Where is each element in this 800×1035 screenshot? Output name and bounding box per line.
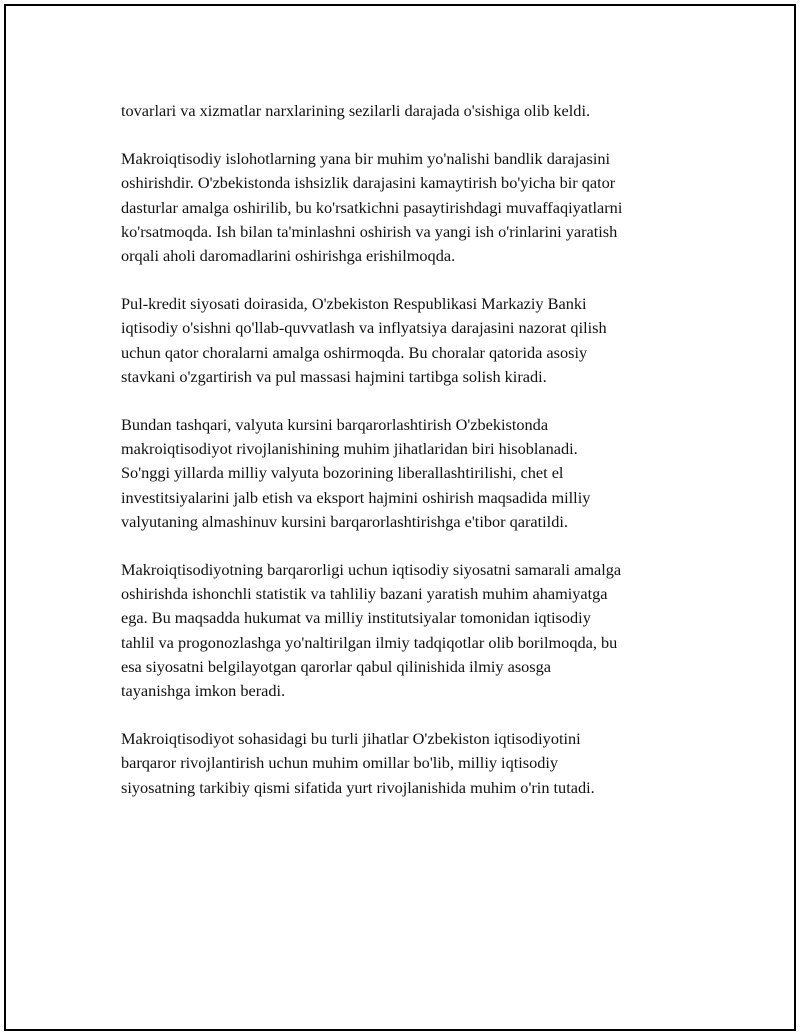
paragraph-1: tovarlari va xizmatlar narxlarining sezilarli darajada o'sishiga olib keldi. — [121, 101, 591, 120]
paragraph-5: Makroiqtisodiyotning barqarorligi uchun iqtisodiy siyosatni samarali amalga oshirishda ishonchli statistik va tahliliy bazani yaratish muhim ahamiyatga ega. Bu maqsadda hukumat va milliy institutsiyalar tomonidan iqtisodiy tahlil va progonozlashga yo'naltirilgan ilmiy tadqiqotlar olib borilmoqda, bu esa siyosatni belgilayotgan qarorlar qabul qilinishida ilmiy asosga tayanishga imkon beradi. — [121, 560, 622, 701]
paragraph-3: Pul-kredit siyosati doirasida, O'zbekiston Respublikasi Markaziy Banki iqtisodiy o'sishni qo'llab-quvvatlash va inflyatsiya darajasini nazorat qilish uchun qator choralarni amalga oshirmoqda. Bu choralar qatorida asosiy stavkani o'zgartirish va pul massasi hajmini tartibga solish kiradi. — [121, 294, 607, 386]
page-frame — [4, 4, 796, 1031]
paragraph-6: Makroiqtisodiyot sohasidagi bu turli jihatlar O'zbekiston iqtisodiyotini barqaror rivojlantirish uchun muhim omillar bo'lib, milliy iqtisodiy siyosatning tarkibiy qismi sifatida yurt rivojlanishida muhim o'rin tutadi. — [121, 729, 595, 797]
paragraph-4: Bundan tashqari, valyuta kursini barqarorlashtirish O'zbekistonda makroiqtisodiyot rivojlanishining muhim jihatlaridan biri hisoblanadi. So'nggi yillarda milliy valyuta bozorining liberallashtirilishi, chet el investitsiyalarini jalb etish va eksport hajmini oshirish maqsadida milliy valyutaning almashinuv kursini barqarorlashtirishga e'tibor qaratildi. — [121, 415, 591, 531]
paragraph-2: Makroiqtisodiy islohotlarning yana bir muhim yo'nalishi bandlik darajasini oshirishdir. O'zbekistonda ishsizlik darajasini kamaytirish bo'yicha bir qator dasturlar amalga oshirilib, bu ko'rsatkichni pasaytirishdagi muvaffaqiyatlarni ko'rsatmoqda. Ish bilan ta'minlashni oshirish va yangi ish o'rinlarini yaratish orqali aholi daromadlarini oshirishga erishilmoqda. — [121, 149, 623, 266]
page-body — [121, 99, 701, 824]
